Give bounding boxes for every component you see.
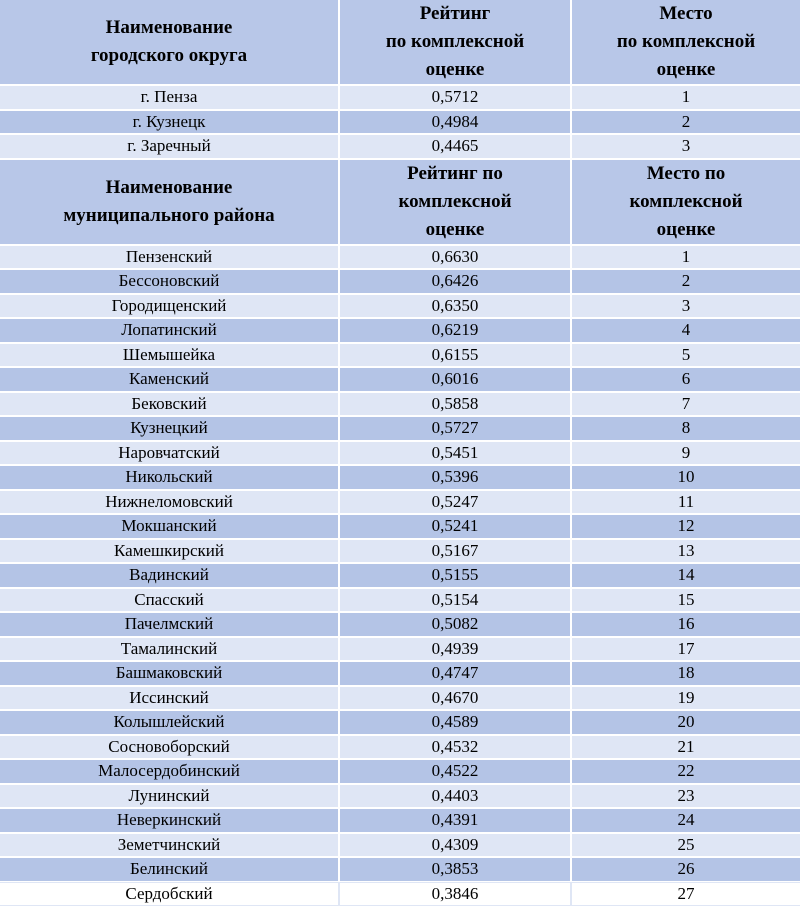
- cell-name: Пачелмский: [0, 613, 338, 636]
- cell-name: Камешкирский: [0, 540, 338, 563]
- cell-place: 5: [572, 344, 800, 367]
- cell-place: 8: [572, 417, 800, 440]
- cell-rating: 0,5082: [340, 613, 570, 636]
- district-place-header: Место по комплексной оценке: [572, 160, 800, 244]
- cell-place: 25: [572, 834, 800, 857]
- cell-name: Колышлейский: [0, 711, 338, 734]
- district-rating-header: Рейтинг по комплексной оценке: [340, 160, 570, 244]
- cell-rating: 0,4984: [340, 111, 570, 134]
- cell-place: 19: [572, 687, 800, 710]
- table-row: [0, 246, 800, 269]
- table-row: [0, 319, 800, 342]
- cell-place: 11: [572, 491, 800, 514]
- cell-place: 1: [572, 246, 800, 269]
- table-row: [0, 638, 800, 661]
- cell-place: 3: [572, 295, 800, 318]
- cell-place: 2: [572, 111, 800, 134]
- table-row: [0, 491, 800, 514]
- cell-rating: 0,5712: [340, 86, 570, 109]
- table-row: [0, 564, 800, 587]
- cell-name: г. Заречный: [0, 135, 338, 158]
- table-row: [0, 442, 800, 465]
- cell-name: Малосердобинский: [0, 760, 338, 783]
- cell-rating: 0,5154: [340, 589, 570, 612]
- table-row: [0, 785, 800, 808]
- cell-name: Неверкинский: [0, 809, 338, 832]
- cell-place: 20: [572, 711, 800, 734]
- table-row: [0, 589, 800, 612]
- table-row: [0, 368, 800, 391]
- cell-place: 22: [572, 760, 800, 783]
- cell-name: Кузнецкий: [0, 417, 338, 440]
- cell-rating: 0,3846: [340, 883, 570, 906]
- cell-rating: 0,5155: [340, 564, 570, 587]
- urban-header-row: [0, 0, 800, 84]
- table-row: [0, 858, 800, 881]
- cell-place: 16: [572, 613, 800, 636]
- cell-place: 9: [572, 442, 800, 465]
- cell-place: 21: [572, 736, 800, 759]
- district-name-header: Наименование муниципального района: [0, 160, 338, 244]
- cell-name: Тамалинский: [0, 638, 338, 661]
- cell-name: Лунинский: [0, 785, 338, 808]
- table-row: [0, 270, 800, 293]
- cell-name: Наровчатский: [0, 442, 338, 465]
- cell-rating: 0,5167: [340, 540, 570, 563]
- table-row: [0, 711, 800, 734]
- cell-place: 27: [572, 883, 800, 906]
- cell-place: 17: [572, 638, 800, 661]
- cell-rating: 0,4532: [340, 736, 570, 759]
- cell-name: Лопатинский: [0, 319, 338, 342]
- cell-name: Шемышейка: [0, 344, 338, 367]
- cell-name: Городищенский: [0, 295, 338, 318]
- cell-name: Нижнеломовский: [0, 491, 338, 514]
- cell-name: г. Кузнецк: [0, 111, 338, 134]
- cell-place: 10: [572, 466, 800, 489]
- table-row: [0, 111, 800, 134]
- cell-rating: 0,5396: [340, 466, 570, 489]
- cell-name: Башмаковский: [0, 662, 338, 685]
- table-row: [0, 883, 800, 906]
- cell-place: 24: [572, 809, 800, 832]
- cell-place: 18: [572, 662, 800, 685]
- cell-name: Иссинский: [0, 687, 338, 710]
- cell-rating: 0,6219: [340, 319, 570, 342]
- table-row: [0, 344, 800, 367]
- cell-place: 4: [572, 319, 800, 342]
- cell-place: 2: [572, 270, 800, 293]
- cell-name: Земетчинский: [0, 834, 338, 857]
- cell-name: Пензенский: [0, 246, 338, 269]
- cell-rating: 0,6016: [340, 368, 570, 391]
- table-row: [0, 613, 800, 636]
- cell-rating: 0,5858: [340, 393, 570, 416]
- cell-rating: 0,6630: [340, 246, 570, 269]
- cell-place: 1: [572, 86, 800, 109]
- cell-place: 13: [572, 540, 800, 563]
- cell-rating: 0,5247: [340, 491, 570, 514]
- cell-name: Сердобский: [0, 883, 338, 906]
- cell-name: г. Пенза: [0, 86, 338, 109]
- cell-rating: 0,4522: [340, 760, 570, 783]
- table-row: [0, 662, 800, 685]
- cell-name: Бессоновский: [0, 270, 338, 293]
- table-row: [0, 295, 800, 318]
- urban-rating-header: Рейтинг по комплексной оценке: [340, 0, 570, 84]
- cell-rating: 0,4403: [340, 785, 570, 808]
- cell-name: Бековский: [0, 393, 338, 416]
- cell-rating: 0,6426: [340, 270, 570, 293]
- urban-place-header: Место по комплексной оценке: [572, 0, 800, 84]
- table-row: [0, 687, 800, 710]
- cell-place: 23: [572, 785, 800, 808]
- cell-name: Никольский: [0, 466, 338, 489]
- table-row: [0, 466, 800, 489]
- table-row: [0, 540, 800, 563]
- cell-name: Вадинский: [0, 564, 338, 587]
- table-row: [0, 393, 800, 416]
- table-row: [0, 736, 800, 759]
- cell-rating: 0,4309: [340, 834, 570, 857]
- cell-rating: 0,4589: [340, 711, 570, 734]
- table-row: [0, 86, 800, 109]
- cell-name: Белинский: [0, 858, 338, 881]
- cell-rating: 0,5451: [340, 442, 570, 465]
- cell-place: 3: [572, 135, 800, 158]
- table-row: [0, 417, 800, 440]
- district-header-row: [0, 160, 800, 244]
- cell-name: Спасский: [0, 589, 338, 612]
- table-row: [0, 809, 800, 832]
- cell-rating: 0,5241: [340, 515, 570, 538]
- table-row: [0, 135, 800, 158]
- cell-name: Сосновоборский: [0, 736, 338, 759]
- cell-rating: 0,6350: [340, 295, 570, 318]
- cell-place: 26: [572, 858, 800, 881]
- urban-name-header: Наименование городского округа: [0, 0, 338, 84]
- cell-place: 12: [572, 515, 800, 538]
- cell-rating: 0,6155: [340, 344, 570, 367]
- cell-rating: 0,4939: [340, 638, 570, 661]
- cell-name: Каменский: [0, 368, 338, 391]
- cell-name: Мокшанский: [0, 515, 338, 538]
- table-row: [0, 834, 800, 857]
- cell-place: 7: [572, 393, 800, 416]
- cell-place: 14: [572, 564, 800, 587]
- cell-rating: 0,3853: [340, 858, 570, 881]
- cell-rating: 0,4465: [340, 135, 570, 158]
- cell-rating: 0,4391: [340, 809, 570, 832]
- cell-rating: 0,4670: [340, 687, 570, 710]
- cell-rating: 0,4747: [340, 662, 570, 685]
- cell-place: 6: [572, 368, 800, 391]
- table-row: [0, 760, 800, 783]
- cell-rating: 0,5727: [340, 417, 570, 440]
- table-row: [0, 515, 800, 538]
- cell-place: 15: [572, 589, 800, 612]
